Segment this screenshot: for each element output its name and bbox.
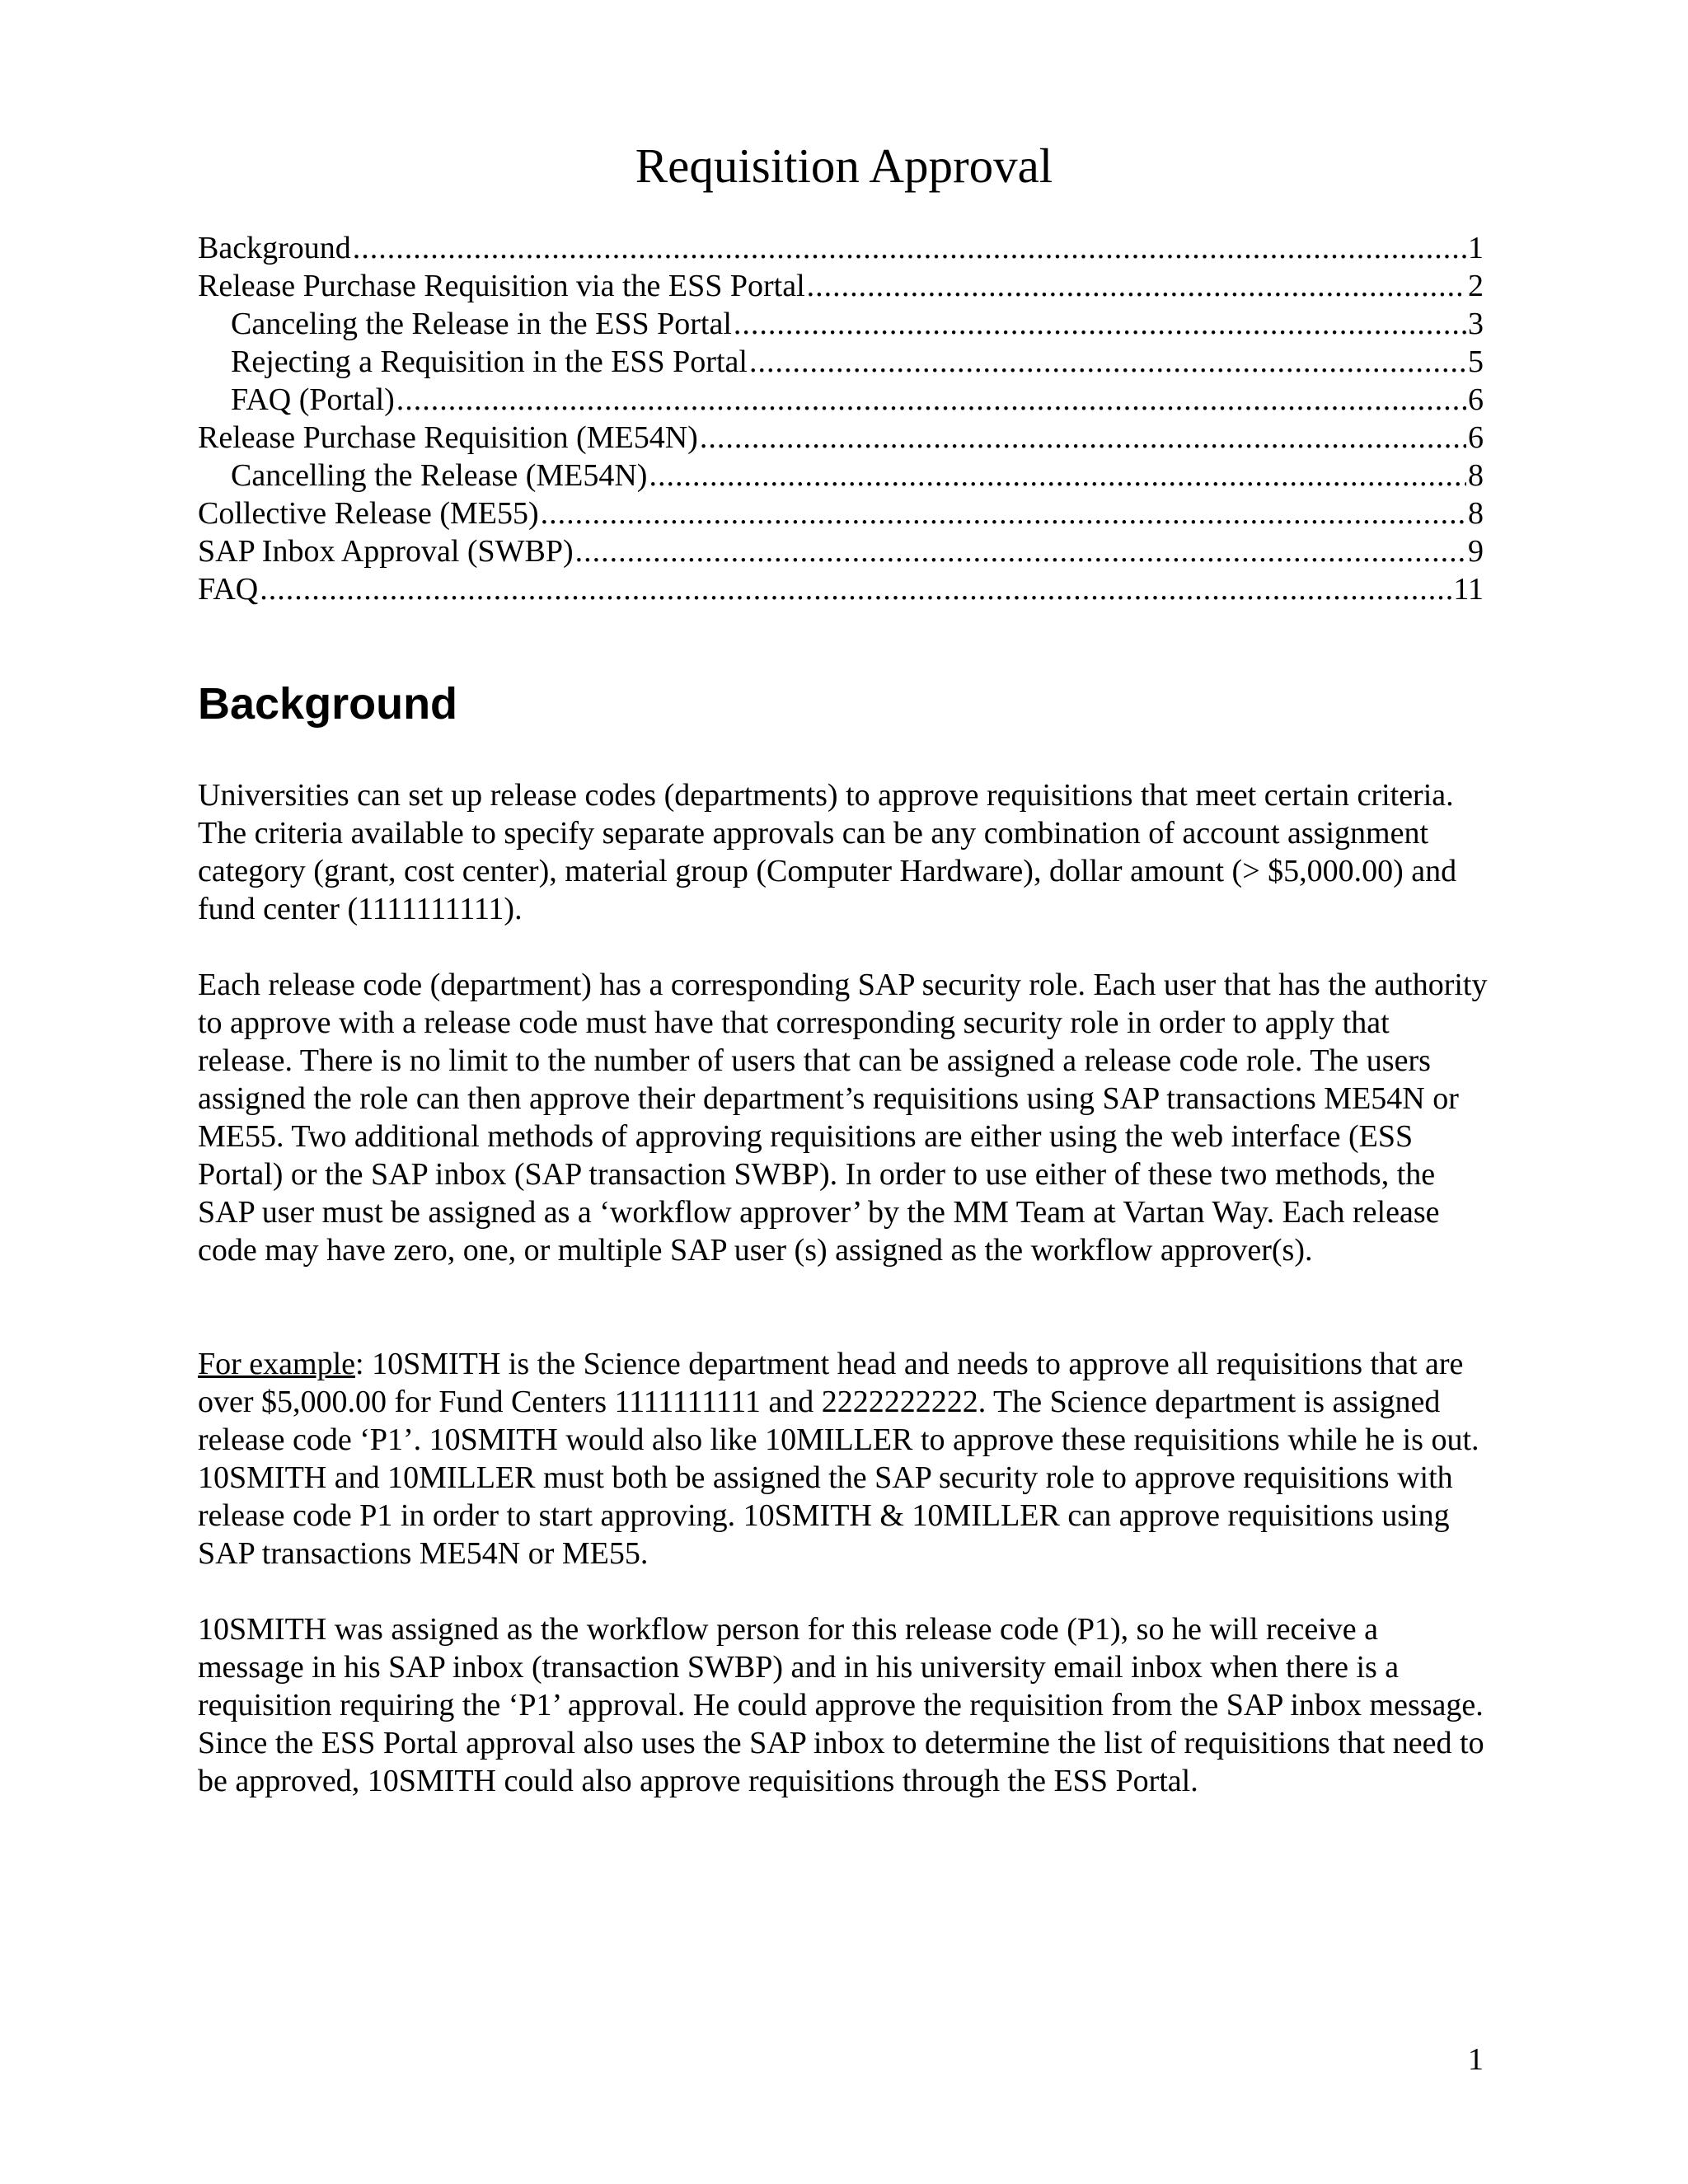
toc-entry-release-ess-portal[interactable] — [198, 267, 1484, 305]
toc-entry-faq-portal[interactable] — [198, 381, 1484, 419]
background-paragraph-example — [198, 1345, 1492, 1572]
toc-leader-dots — [807, 267, 1466, 305]
toc-leader-dots — [575, 532, 1466, 570]
toc-entry-label: Background — [198, 231, 351, 265]
toc-entry-label: Release Purchase Requisition via the ESS Portal — [198, 269, 805, 303]
toc-leader-dots — [649, 457, 1466, 494]
toc-entry-label: Release Purchase Requisition (ME54N) — [198, 420, 698, 455]
section-heading-background: Background — [198, 679, 458, 729]
toc-leader-dots — [734, 305, 1466, 343]
background-paragraph-4: 10SMITH was assigned as the workflow person for this release code (P1), so he will receive a message in his SAP inbox (transaction SWBP) and in his university email inbox when there is a requisition requiring the ‘P1’ approval. He could approve the requisition from the SAP inbox message. Since the ESS Portal approval also uses the SAP inbox to determine the list of requisitions that need to be approved, 10SMITH could also approve requisitions through the ESS Portal. — [198, 1612, 1484, 1798]
toc-entry-label: Cancelling the Release (ME54N) — [231, 458, 648, 493]
background-paragraph-2: Each release code (department) has a corresponding SAP security role. Each user that has the authority to approve with a release code must have that corresponding security role in order to apply that release. There is no limit to the number of users that can be assigned a release code role. The users assigned the role can then approve their department’s requisitions using SAP transactions ME54N or ME55. Two additional methods of approving requisitions are either using the web interface (ESS Portal) or the SAP inbox (SAP transaction SWBP). In order to use either of these two methods, the SAP user must be assigned as a ‘workflow approver’ by the MM Team at Vartan Way. Each release code may have zero, one, or multiple SAP user (s) assigned as the workflow approver(s). — [198, 968, 1488, 1268]
example-text: : 10SMITH is the Science department head and needs to approve all requisitions that are over $5,000.00 for Fund Centers 1111111111 and 2222222222. The Science department is assigned release code ‘P1’. 10SMITH would also like 10MILLER to approve these requisitions while he is out. 10SMITH and 10MILLER must both be assigned the SAP security role to approve requisitions with release code P1 in order to start approving. 10SMITH & 10MILLER can approve requisitions using SAP transactions ME54N or ME55. — [198, 1347, 1479, 1571]
toc-leader-dots — [700, 419, 1466, 457]
toc-leader-dots — [260, 570, 1451, 608]
toc-entry-label: Canceling the Release in the ESS Portal — [231, 307, 732, 341]
toc-leader-dots — [541, 494, 1466, 532]
toc-entry-faq[interactable] — [198, 570, 1484, 608]
toc-entry-release-me54n[interactable] — [198, 419, 1484, 457]
toc-entry-label: FAQ (Portal) — [231, 382, 395, 417]
toc-entry-page: 1 — [1468, 231, 1484, 265]
toc-entry-sap-inbox-swbp[interactable] — [198, 532, 1484, 570]
table-of-contents — [198, 229, 1484, 608]
toc-entry-page: 5 — [1468, 344, 1484, 379]
toc-entry-page: 2 — [1468, 269, 1484, 303]
toc-entry-label: FAQ — [198, 572, 259, 607]
toc-leader-dots — [353, 229, 1466, 267]
toc-entry-rejecting-requisition-portal[interactable] — [198, 343, 1484, 381]
toc-entry-page: 6 — [1468, 382, 1484, 417]
page-number: 1 — [1468, 2042, 1484, 2077]
toc-entry-background[interactable] — [198, 229, 1484, 267]
toc-entry-collective-release-me55[interactable] — [198, 494, 1484, 532]
toc-entry-page: 8 — [1468, 458, 1484, 493]
document-title: Requisition Approval — [635, 138, 1053, 193]
toc-entry-label: Rejecting a Requisition in the ESS Portal — [231, 344, 748, 379]
toc-leader-dots — [749, 343, 1466, 381]
toc-entry-page: 3 — [1468, 307, 1484, 341]
toc-entry-page: 6 — [1468, 420, 1484, 455]
toc-leader-dots — [396, 381, 1466, 419]
toc-entry-page: 9 — [1468, 534, 1484, 569]
toc-entry-canceling-release-portal[interactable] — [198, 305, 1484, 343]
background-paragraph-1: Universities can set up release codes (departments) to approve requisitions that meet certain criteria. The criteria available to specify separate approvals can be any combination of account assignment category (grant, cost center), material group (Computer Hardware), dollar amount (> $5,000.00) and fund center (1111111111). — [198, 778, 1457, 926]
toc-entry-cancelling-release-me54n[interactable] — [198, 457, 1484, 494]
toc-entry-page: 8 — [1468, 496, 1484, 531]
toc-entry-page: 11 — [1453, 572, 1484, 607]
toc-entry-label: SAP Inbox Approval (SWBP) — [198, 534, 574, 569]
example-label: For example — [198, 1347, 356, 1381]
toc-entry-label: Collective Release (ME55) — [198, 496, 539, 531]
